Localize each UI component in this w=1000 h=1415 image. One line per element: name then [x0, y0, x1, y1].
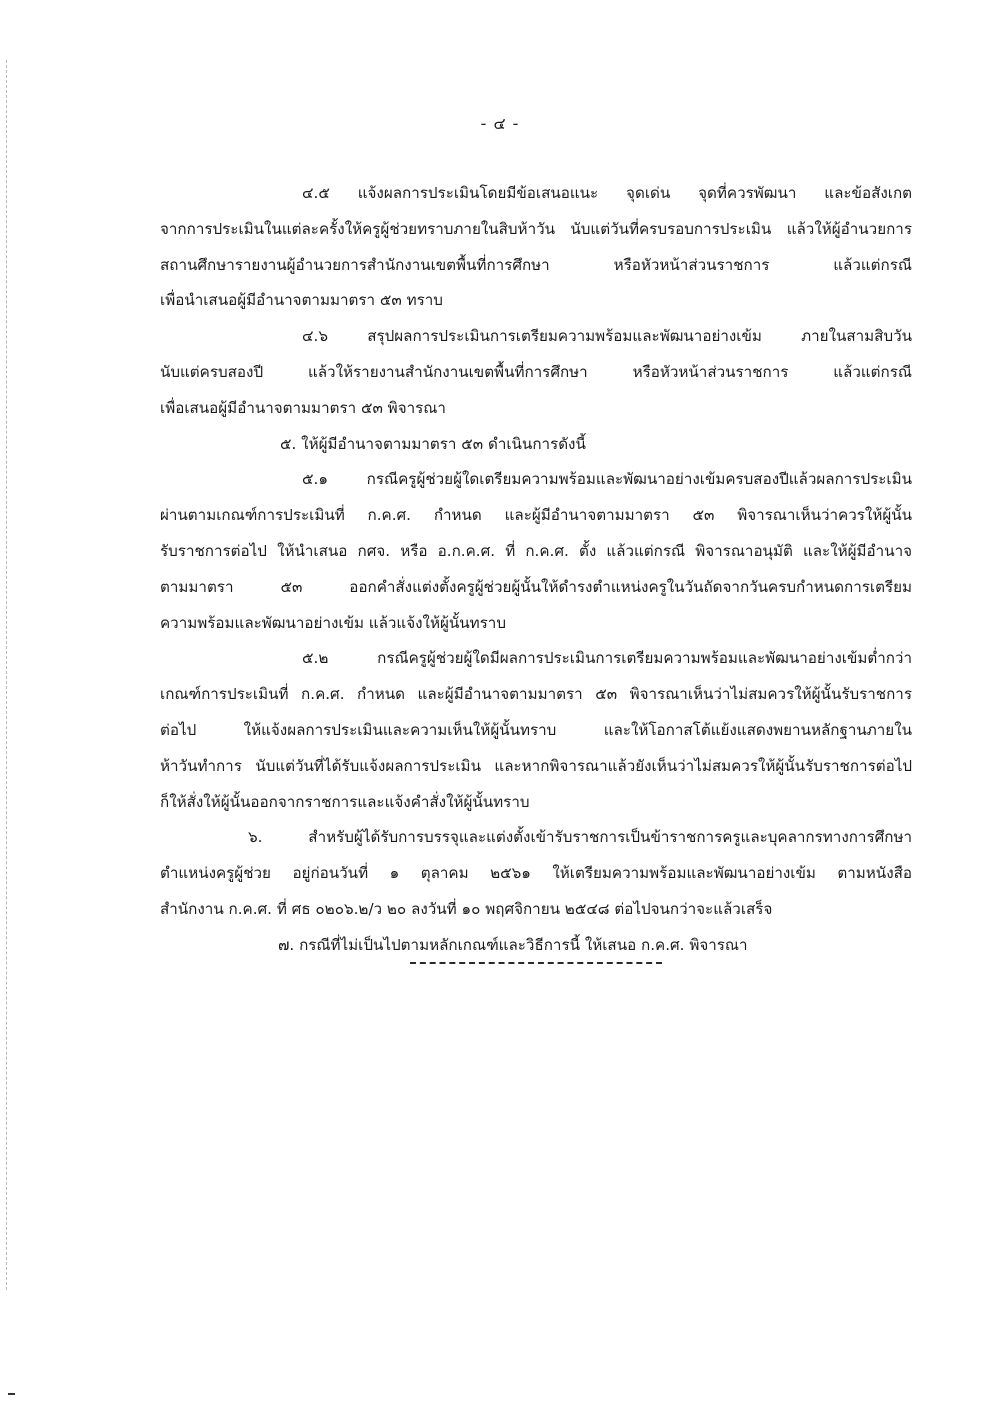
paragraph-5-1-line-2: ผ่านตามเกณฑ์การประเมินที่ ก.ค.ศ. กำหนด และผู้มีอำนาจตามมาตรา ๕๓ พิจารณาเห็นว่าควรให้ผู้นั้น [160, 506, 912, 525]
paragraph-6-line-1: ๖. สำหรับผู้ได้รับการบรรจุและแต่งตั้งเข้ารับราชการเป็นข้าราชการครูและบุคลากรทางการศึกษา [248, 828, 912, 847]
paragraph-5-1-line-1: ๕.๑ กรณีครูผู้ช่วยผู้ใดเตรียมความพร้อมและพัฒนาอย่างเข้มครบสองปีแล้วผลการประเมิน [302, 470, 912, 489]
paragraph-5-2-line-5: ก็ให้สั่งให้ผู้นั้นออกจากราชการและแจ้งคำสั่งให้ผู้นั้นทราบ [160, 792, 530, 811]
paragraph-5-1-line-3: รับราชการต่อไป ให้นำเสนอ กศจ. หรือ อ.ก.ค.ศ. ที่ ก.ค.ศ. ตั้ง แล้วแต่กรณี พิจารณาอนุมัติ และให้ผู้มีอำนาจ [160, 541, 912, 560]
paragraph-5-2-line-3: ต่อไป ให้แจ้งผลการประเมินและความเห็นให้ผู้นั้นทราบ และให้โอกาสโต้แย้งแสดงพยานหลักฐานภายใน [160, 720, 912, 739]
paragraph-7-line-1: ๗. กรณีที่ไม่เป็นไปตามหลักเกณฑ์และวิธีการนี้ ให้เสนอ ก.ค.ศ. พิจารณา [278, 935, 748, 954]
page-number: - ๔ - [480, 114, 520, 133]
scan-corner-mark [8, 1393, 15, 1395]
paragraph-6-line-3: สำนักงาน ก.ค.ศ. ที่ ศธ ๐๒๐๖.๒/ว ๒๐ ลงวันที่ ๑๐ พฤศจิกายน ๒๕๔๘ ต่อไปจนกว่าจะแล้วเสร็จ [160, 899, 773, 918]
paragraph-5-2-line-4: ห้าวันทำการ นับแต่วันที่ได้รับแจ้งผลการประเมิน และหากพิจารณาแล้วยังเห็นว่าไม่สมควรให้ผู้นั้นรับราชการต่อไป [160, 756, 912, 775]
paragraph-5-2-line-2: เกณฑ์การประเมินที่ ก.ค.ศ. กำหนด และผู้มีอำนาจตามมาตรา ๕๓ พิจารณาเห็นว่าไม่สมควรให้ผู้นั้นรับราชการ [160, 685, 912, 704]
end-of-document-rule [410, 962, 662, 964]
paragraph-4-5-line-1: ๔.๕ แจ้งผลการประเมินโดยมีข้อเสนอแนะ จุดเด่น จุดที่ควรพัฒนา และข้อสังเกต [302, 184, 912, 202]
scan-edge-line [6, 60, 8, 1290]
paragraph-4-6-line-2: นับแต่ครบสองปี แล้วให้รายงานสำนักงานเขตพื้นที่การศึกษา หรือหัวหน้าส่วนราชการ แล้วแต่กรณี [160, 362, 912, 381]
paragraph-5-line-1: ๕. ให้ผู้มีอำนาจตามมาตรา ๕๓ ดำเนินการดังนี้ [280, 434, 586, 453]
document-body [160, 176, 912, 964]
paragraph-6-line-2: ตำแหน่งครูผู้ช่วย อยู่ก่อนวันที่ ๑ ตุลาคม ๒๕๖๑ ให้เตรียมความพร้อมและพัฒนาอย่างเข้ม ตามหนังสือ [160, 864, 912, 883]
paragraph-4-6-line-3: เพื่อเสนอผู้มีอำนาจตามมาตรา ๕๓ พิจารณา [160, 398, 446, 417]
paragraph-4-5-line-2: จากการประเมินในแต่ละครั้งให้ครูผู้ช่วยทราบภายในสิบห้าวัน นับแต่วันที่ครบรอบการประเมิน แล้วให้ผู้อำนวยการ [160, 219, 912, 238]
paragraph-5-1-line-4: ตามมาตรา ๕๓ ออกคำสั่งแต่งตั้งครูผู้ช่วยผู้นั้นให้ดำรงตำแหน่งครูในวันถัดจากวันครบกำหนดการเตรียม [160, 577, 912, 596]
paragraph-5-1-line-5: ความพร้อมและพัฒนาอย่างเข้ม แล้วแจ้งให้ผู้นั้นทราบ [160, 613, 506, 632]
paragraph-4-5-line-3: สถานศึกษารายงานผู้อำนวยการสำนักงานเขตพื้นที่การศึกษา หรือหัวหน้าส่วนราชการ แล้วแต่กรณี [160, 255, 912, 274]
paragraph-5-2-line-1: ๕.๒ กรณีครูผู้ช่วยผู้ใดมีผลการประเมินการเตรียมความพร้อมและพัฒนาอย่างเข้มต่ำกว่า [302, 649, 912, 668]
paragraph-4-5-line-4: เพื่อนำเสนอผู้มีอำนาจตามมาตรา ๕๓ ทราบ [160, 291, 443, 310]
paragraph-4-6-line-1: ๔.๖ สรุปผลการประเมินการเตรียมความพร้อมและพัฒนาอย่างเข้ม ภายในสามสิบวัน [302, 327, 912, 346]
